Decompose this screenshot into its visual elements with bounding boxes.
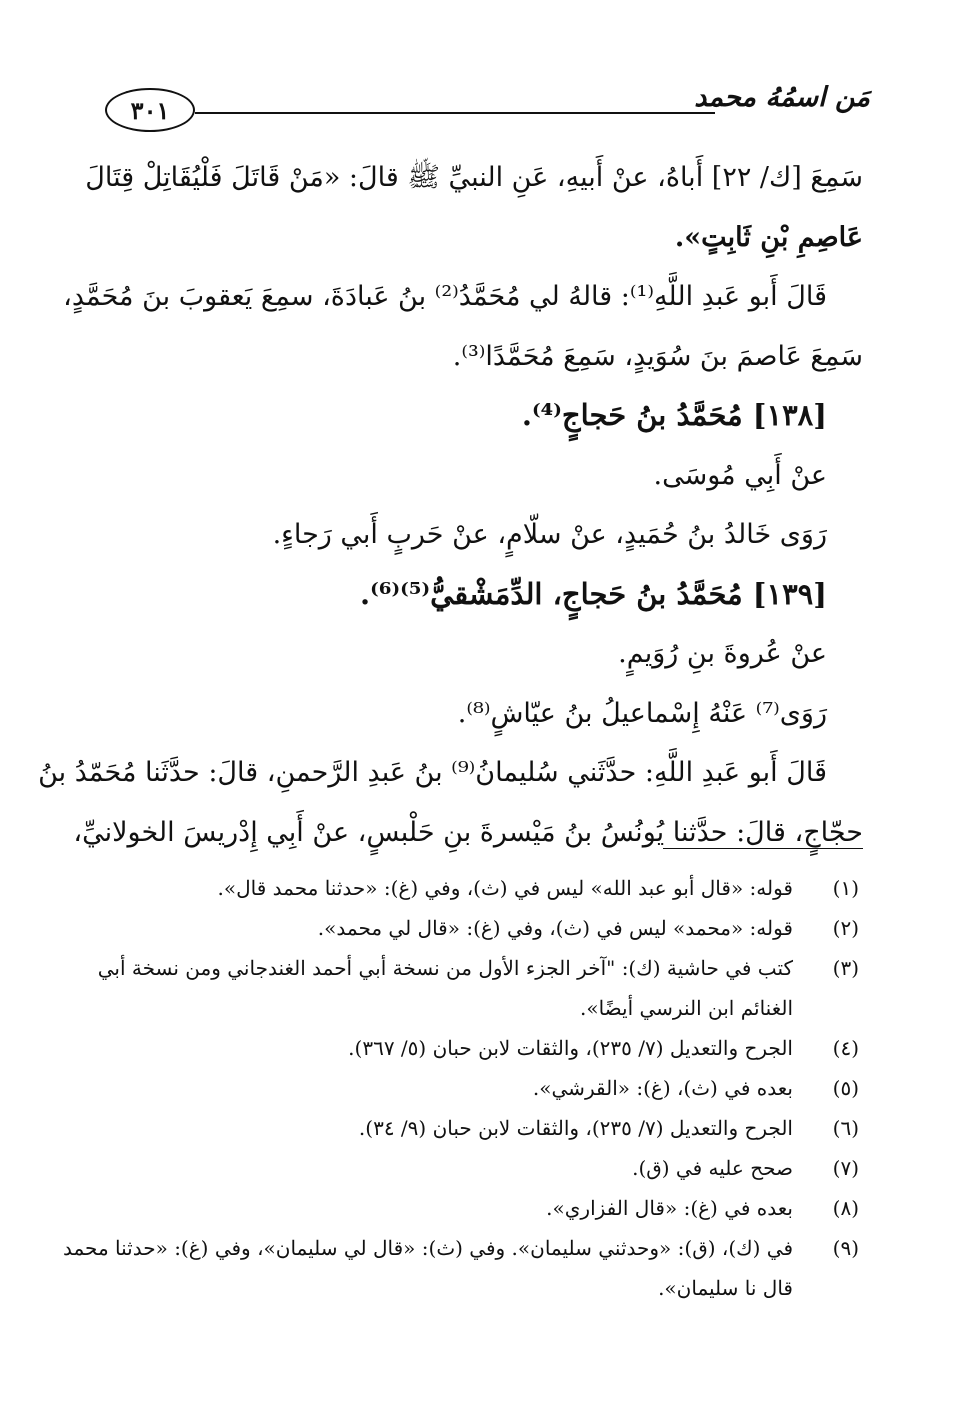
running-title: مَن اسمُهُ محمد — [694, 82, 870, 113]
footnote-text — [111, 1108, 793, 1148]
text-line: قَالَ أَبو عَبدِ اللَّهِ⁽¹⁾: قالهُ لي مُحَمَّدُ⁽²⁾ بنُ عَبادَةَ، سمِعَ يَعقوبَ بنَ مُحَمَّدٍ، — [63, 281, 827, 312]
footnote — [111, 1148, 863, 1188]
footnote — [111, 1188, 863, 1228]
footnote — [111, 1108, 863, 1148]
text-line: عَاصِمِ بْنِ ثَابِتٍ». — [674, 221, 863, 253]
text-line: قَالَ أَبو عَبدِ اللَّهِ: حدَّثَني سُليمانُ⁽⁹⁾ بنُ عَبدِ الرَّحمنِ، قالَ: حدَّثَنا مُحَمّدُ بنُ — [38, 757, 827, 788]
text-line: عنْ عُروةَ بنِ رُوَيمٍ. — [618, 638, 827, 669]
footnote-separator — [663, 848, 863, 849]
footnote-line: قال نا سليمان». — [658, 1276, 793, 1300]
footnote-text — [111, 868, 793, 908]
footnote-line: بعده في (ث)، (غ): «القرشي». — [532, 1076, 793, 1100]
footnote-text — [98, 948, 793, 1028]
footnote — [111, 908, 863, 948]
text-line: عنْ أَبِي مُوسَى. — [653, 459, 827, 491]
footnote-text — [63, 1228, 793, 1308]
footnote-text — [111, 1028, 793, 1068]
footnote — [63, 1228, 863, 1308]
text-line: سَمِعَ عَاصمَ بنَ سُوَيدٍ، سَمِعَ مُحَمَّدًا⁽³⁾. — [452, 340, 863, 372]
footnote-number: (٤) — [832, 1036, 859, 1060]
footnote — [97, 948, 863, 1028]
text-line: رَوَى خَالدُ بنُ حُمَيدٍ، عنْ سلّامٍ، عنْ حَربٍ أَبي رَجاءٍ. — [272, 519, 827, 550]
footnote — [111, 1028, 863, 1068]
footnotes — [63, 868, 863, 1308]
footnote-number: (٥) — [832, 1076, 859, 1100]
footnote-text — [111, 908, 793, 948]
entry-heading: [١٣٩] مُحَمَّدُ بنُ حَجاجٍ، الدِّمَشْقيُّ⁽⁵⁾⁽⁶⁾. — [360, 576, 827, 611]
footnote-line: الجرح والتعديل (٧/ ٢٣٥)، والثقات لابن حبان (٥/ ٣٦٧). — [348, 1036, 793, 1060]
footnote-number: (٩) — [832, 1236, 859, 1260]
footnote-number: (٧) — [832, 1156, 859, 1180]
footnote-line: بعده في (غ): «قال الفزاري». — [546, 1196, 793, 1220]
footnote-number: (٣) — [832, 956, 859, 980]
footnote-line: قوله: «قال أبو عبد الله» ليس في (ث)، وفي (غ): «حدثنا محمد قال». — [217, 876, 793, 900]
footnote-line: الغنائم ابن النرسي أيضًا». — [579, 996, 793, 1020]
footnote-text — [111, 1068, 793, 1108]
footnote-text — [111, 1188, 793, 1228]
footnote-line: الجرح والتعديل (٧/ ٢٣٥)، والثقات لابن حبان (٩/ ٣٤). — [358, 1116, 793, 1140]
page-number — [105, 88, 195, 132]
footnote-line: كتب في حاشية (ك): "آخر الجزء الأول من نسخة أبي أحمد الغندجاني ومن نسخة أبي — [97, 956, 793, 980]
entry-heading: [١٣٨] مُحَمَّدُ بنُ حَجاجٍ⁽⁴⁾. — [521, 398, 827, 432]
footnote-number: (٦) — [832, 1116, 859, 1140]
text-line: سَمِعَ [ك/ ٢٢] أَباهُ، عنْ أَبيهِ، عَنِ النبيِّ ﷺ قالَ: «مَنْ قَاتَلَ فَلْيُقَاتِلْ قِتَالَ — [85, 162, 863, 193]
footnote-line: صحح عليه في (ق). — [632, 1156, 793, 1180]
footnote-text — [111, 1148, 793, 1188]
footnote-number: (٨) — [832, 1196, 859, 1220]
footnote-line: في (ك)، (ق): «وحدثني سليمان». وفي (ث): «قال لي سليمان»، وفي (غ): «حدثنا محمد — [63, 1236, 793, 1260]
footnote — [111, 868, 863, 908]
main-text — [38, 148, 863, 862]
header-rule — [195, 112, 715, 114]
page-number-text: ٣٠١ — [130, 95, 170, 125]
footnote-line: قوله: «محمد» ليس في (ث)، وفي (غ): «قال لي محمد». — [317, 916, 793, 940]
footnote-number: (٢) — [832, 916, 859, 940]
text-line: حجّاجٍ، قالَ: حدَّثنا يُونُسُ بنُ مَيْسرةَ بنِ حَلْبسٍ، عنْ أَبِي إِدْريسَ الخولانيِّ، — [73, 816, 863, 848]
text-line: رَوَى⁽⁷⁾ عَنْهُ إِسْماعيلُ بنُ عيّاشٍ⁽⁸⁾. — [457, 697, 827, 729]
footnote-number: (١) — [832, 876, 859, 900]
page-header — [105, 78, 870, 134]
footnote — [111, 1068, 863, 1108]
